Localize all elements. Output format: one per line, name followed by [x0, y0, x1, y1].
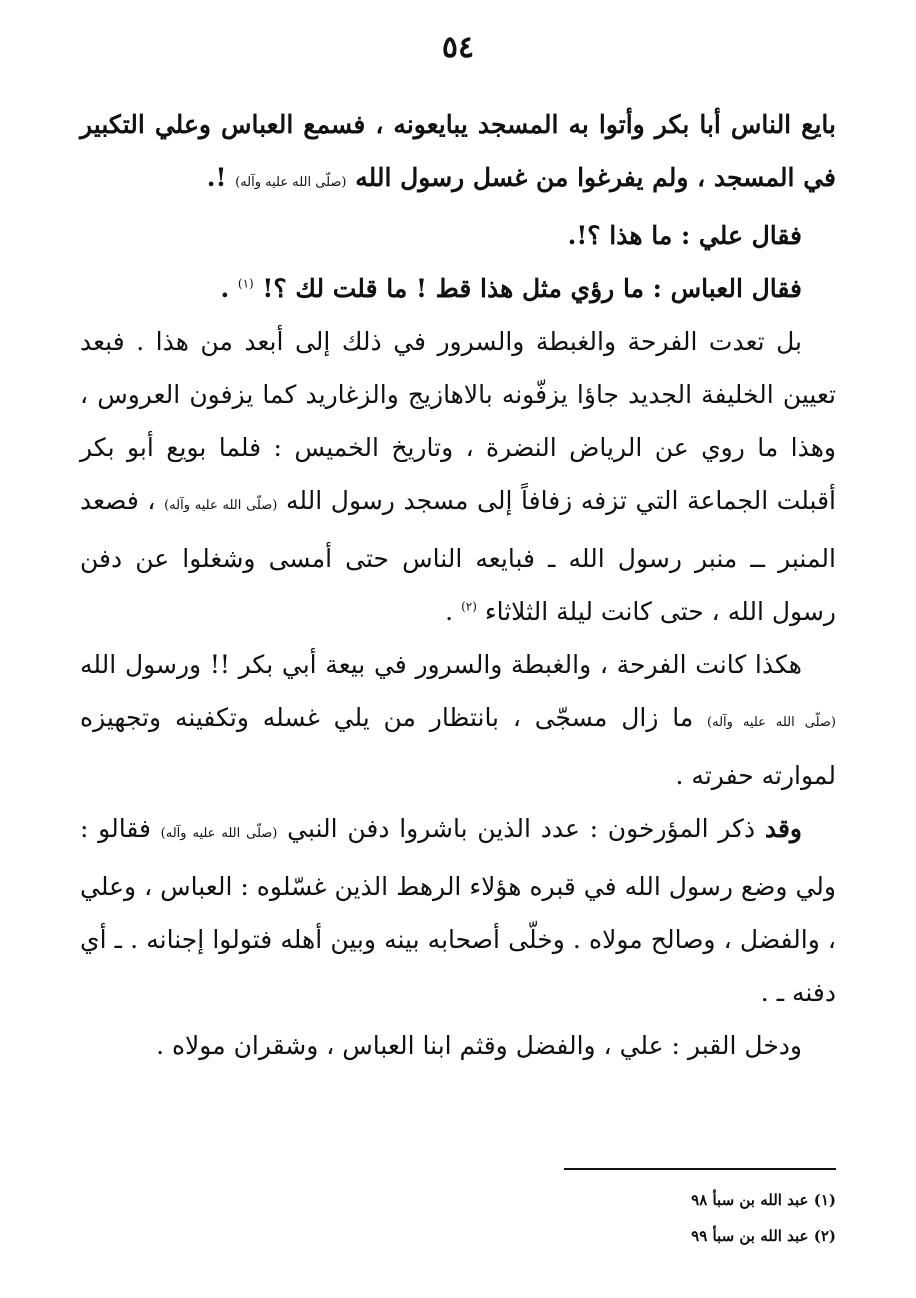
paragraph-2	[80, 209, 836, 262]
paragraph-5-text: هكذا كانت الفرحة ، والغبطة والسرور في بيعة أبي بكر !! ورسول الله	[80, 650, 802, 679]
page-body	[80, 98, 836, 1072]
salutation: (صلّى الله عليه وآله)	[164, 498, 278, 513]
salutation: (صلّى الله عليه وآله)	[235, 175, 347, 190]
paragraph-1	[80, 98, 836, 209]
footnote-ref-2: (٢)	[461, 599, 477, 614]
page-number: ٥٤	[441, 30, 475, 65]
paragraph-7-text: ودخل القبر : علي ، والفضل وقثم ابنا العباس ، وشقران مولاه .	[156, 1031, 802, 1060]
paragraph-5	[80, 638, 836, 802]
paragraph-6	[80, 802, 836, 1019]
paragraph-3-text: فقال العباس : ما رؤي مثل هذا قط ! ما قلت لك ؟!	[253, 274, 802, 303]
paragraph-6-lead-word: وقد	[764, 814, 802, 843]
paragraph-2-text: فقال علي : ما هذا ؟!.	[567, 221, 802, 250]
paragraph-4-end: .	[445, 597, 462, 626]
salutation: (صلّى الله عليه وآله)	[160, 826, 278, 841]
paragraph-4-text-cont: ، فصعد المنبر ــ منبر رسول الله ـ فبايعه الناس حتى أمسى وشغلوا عن دفن رسول الله ، حتى كانت ليلة الثلاثاء	[80, 486, 836, 626]
paragraph-3-end: .	[220, 274, 238, 303]
paragraph-6-text: ذكر المؤرخون : عدد الذين باشروا دفن النبي	[277, 814, 765, 843]
paragraph-7	[80, 1019, 836, 1072]
footnotes	[436, 1182, 836, 1254]
footnote-separator	[564, 1168, 836, 1170]
paragraph-3	[80, 262, 836, 315]
paragraph-1-end: !.	[206, 163, 236, 192]
salutation: (صلّى الله عليه وآله)	[707, 715, 836, 730]
footnote-1: (١) عبد الله بن سبأ ٩٨	[691, 1191, 836, 1209]
paragraph-1-text: بايع الناس أبا بكر وأتوا به المسجد يبايعونه ، فسمع العباس وعلي التكبير في المسجد ، ولم يفرغوا من غسل رسول الله	[80, 110, 836, 192]
book-page	[80, 0, 836, 1298]
paragraph-4-text: بل تعدت الفرحة والغبطة والسرور في ذلك إلى أبعد من هذا . فبعد تعيين الخليفة الجديد جاؤا يزفّونه بالاهازيج والزغاريد كما يزفون العروس ، وهذا ما روي عن الرياض النضرة ، وتاريخ الخميس : فلما بويع أبو بكر أقبلت الجماعة التي تزفه زفافاً إلى مسجد رسول الله	[80, 327, 836, 515]
footnote-2: (٢) عبد الله بن سبأ ٩٩	[691, 1227, 836, 1245]
paragraph-5-text-cont: ما زال مسجّى ، بانتظار من يلي غسله وتكفينه وتجهيزه لموارته حفرته .	[80, 703, 836, 790]
paragraph-4	[80, 315, 836, 638]
paragraph-6-text-cont: فقالو : ولي وضع رسول الله في قبره هؤلاء الرهط الذين غسّلوه : العباس ، وعلي ، والفضل ، وصالح مولاه . وخلّى أصحابه بينه وبين أهله فتولوا إجنانه . ـ أي دفنه ـ .	[80, 814, 836, 1007]
footnote-ref-1: (١)	[237, 276, 254, 291]
